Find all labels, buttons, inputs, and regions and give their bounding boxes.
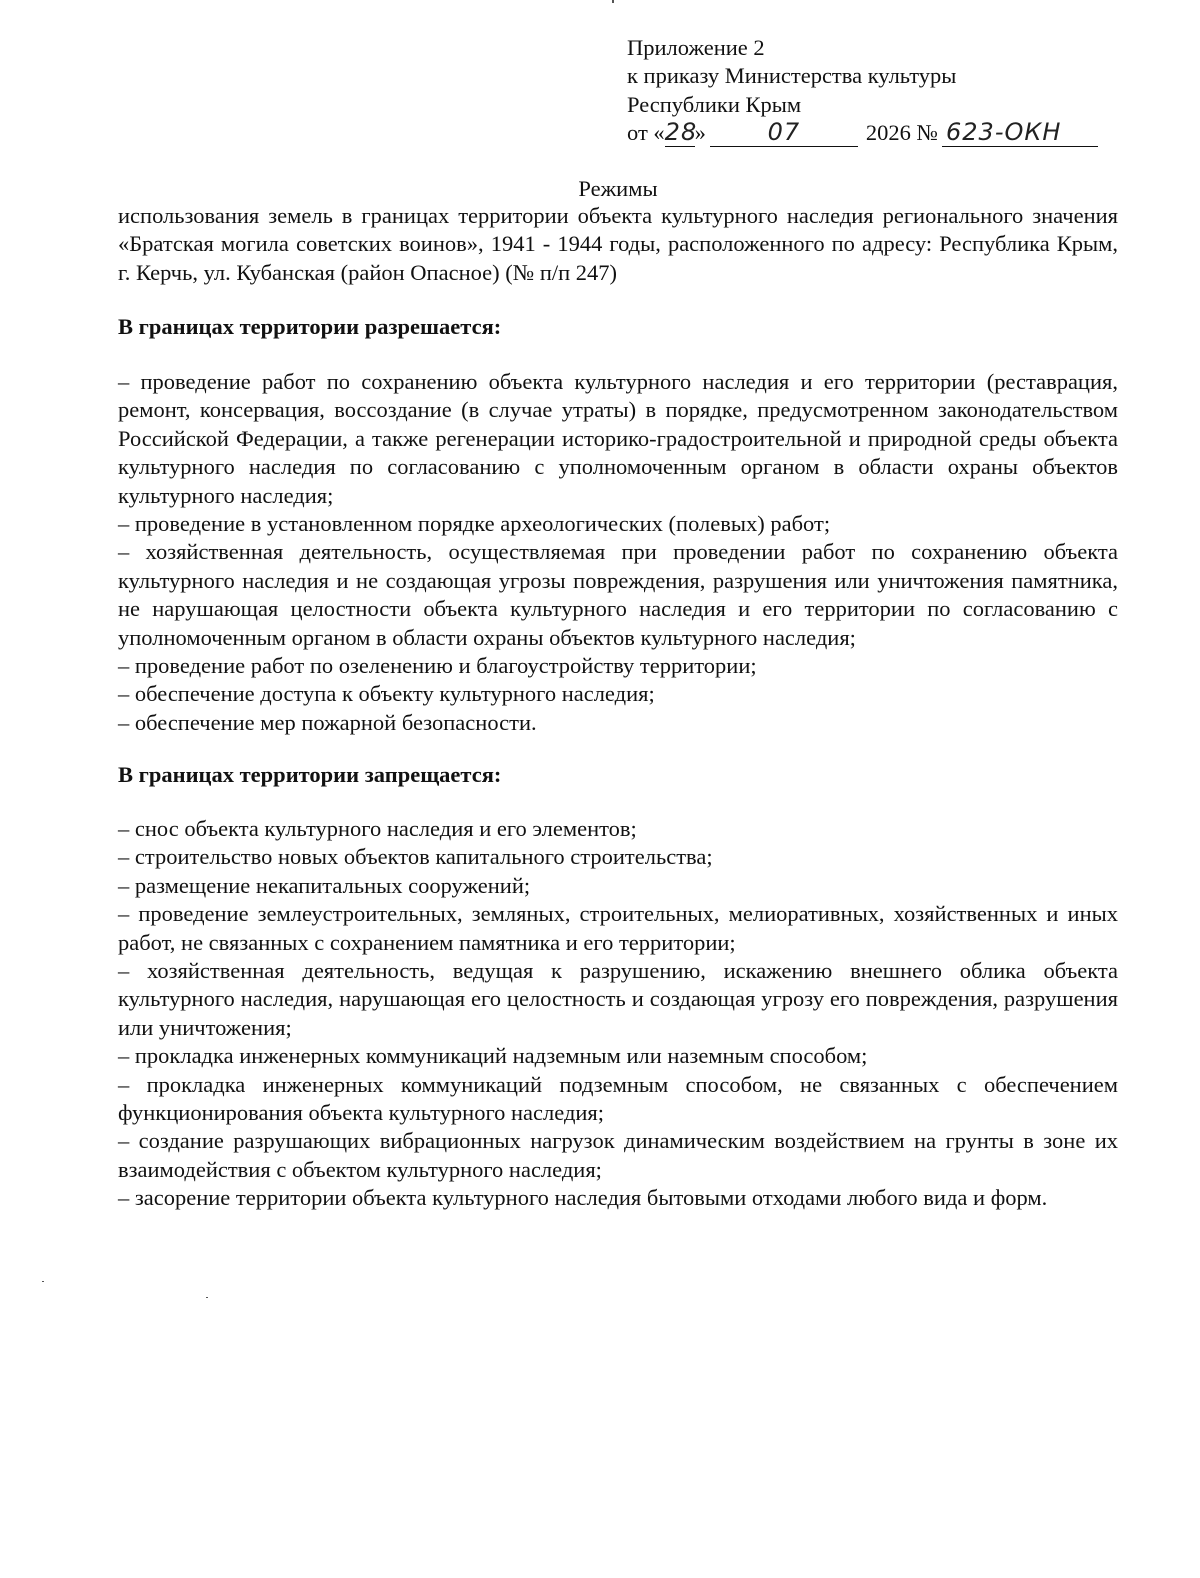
forbidden-item: – прокладка инженерных коммуникаций подземным способом, не связанных с обеспечением функционирования объекта культурного наследия; — [118, 1071, 1118, 1126]
document-subtitle: использования земель в границах территории объекта культурного наследия регионального значения «Братская могила советских воинов», 1941 - 1944 годы, расположенного по адресу: Республика Крым, г. Керчь, ул. Кубанская (район Опасное) (№ п/п 247) — [118, 203, 1118, 285]
order-number-handwritten: 623-ОКН — [946, 118, 1062, 147]
appendix-header — [627, 34, 1147, 148]
date-day-field — [664, 118, 698, 147]
appendix-number: Приложение 2 — [627, 35, 765, 60]
date-month-field — [710, 119, 858, 147]
date-day-handwritten: 28 — [664, 118, 698, 147]
order-number-field — [942, 119, 1098, 147]
forbidden-heading: В границах территории запрещается: — [118, 762, 502, 787]
forbidden-list — [118, 815, 1118, 1213]
forbidden-item: – размещение некапитальных сооружений; — [118, 872, 531, 898]
date-quote-close: » — [694, 120, 706, 146]
allowed-item: – проведение в установленном порядке археологических (полевых) работ; — [118, 511, 831, 537]
date-month-handwritten: 07 — [767, 118, 801, 147]
forbidden-item: – хозяйственная деятельность, ведущая к разрушению, искажению внешнего облика объекта культурного наследия, нарушающая его целостность и создающая угрозу его повреждения, разрушения или уничтожения; — [118, 958, 1118, 1040]
republic-name: Республики Крым — [627, 91, 802, 117]
scan-speck — [206, 1297, 208, 1298]
forbidden-item: – строительство новых объектов капитального строительства; — [118, 844, 713, 870]
allowed-list — [118, 368, 1118, 737]
forbidden-item: – проведение землеустроительных, земляных, строительных, мелиоративных, хозяйственных и иных работ, не связанных с сохранением памятника и его территории; — [118, 901, 1118, 955]
allowed-item: – проведение работ по сохранению объекта культурного наследия и его территории (реставрация, ремонт, консервация, воссоздание (в случае утраты) в порядке, предусмотренном законодательством Российской Федерации, а также регенерации историко-градостроительной и природной среды объекта культурного наследия по согласованию с уполномоченным органом в области охраны объектов культурного наследия; — [118, 369, 1118, 508]
forbidden-item: – засорение территории объекта культурного наследия бытовыми отходами любого вида и форм. — [118, 1185, 1048, 1211]
forbidden-item: – создание разрушающих вибрационных нагрузок динамическим воздействием на грунты в зоне их взаимодействия с объектом культурного наследия; — [118, 1128, 1118, 1182]
date-prefix: от « — [627, 120, 665, 146]
allowed-heading: В границах территории разрешается: — [118, 314, 502, 339]
scan-speck — [612, 0, 614, 3]
allowed-item: – проведение работ по озеленению и благоустройству территории; — [118, 653, 757, 679]
order-date-line — [627, 119, 1147, 147]
forbidden-item: – снос объекта культурного наследия и его элементов; — [118, 816, 637, 841]
document-title: Режимы — [578, 176, 658, 201]
scan-speck — [42, 1281, 44, 1282]
order-reference: к приказу Министерства культуры — [627, 63, 957, 89]
forbidden-item: – прокладка инженерных коммуникаций надземным или наземным способом; — [118, 1043, 868, 1069]
date-year-label: 2026 № — [865, 120, 939, 146]
allowed-item: – хозяйственная деятельность, осуществляемая при проведении работ по сохранению объекта культурного наследия и не создающая угрозы повреждения, разрушения или уничтожения памятника, не нарушающая целостности объекта культурного наследия и его территории по согласованию с уполномоченным органом в области охраны объектов культурного наследия; — [118, 539, 1118, 650]
allowed-item: – обеспечение доступа к объекту культурного наследия; — [118, 681, 655, 707]
allowed-item: – обеспечение мер пожарной безопасности. — [118, 709, 537, 735]
